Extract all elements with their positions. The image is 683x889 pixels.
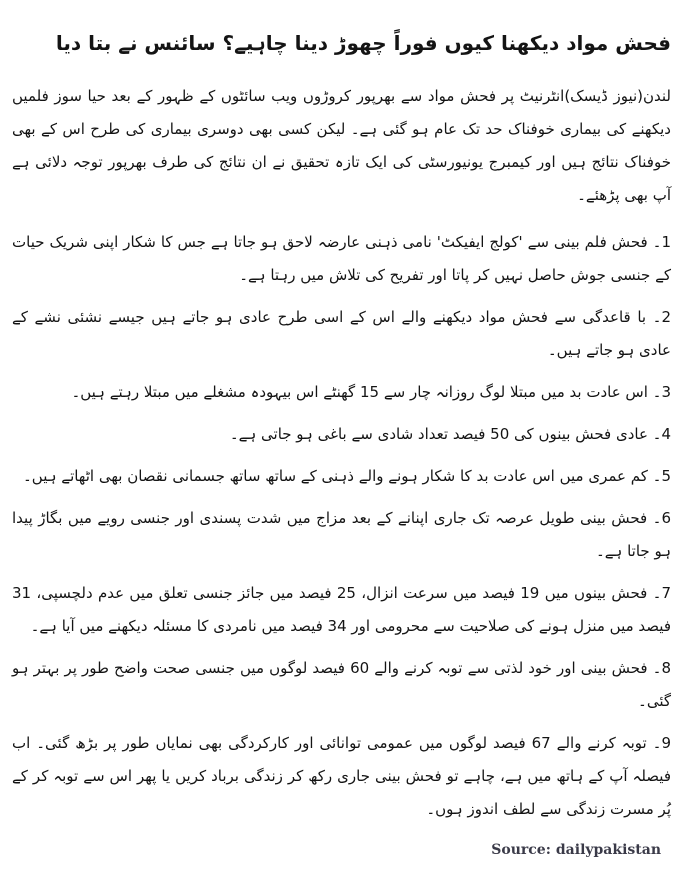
source-value: dailypakistan xyxy=(555,842,661,858)
source-attribution xyxy=(12,842,671,858)
list-item-1: 1۔ فحش فلم بینی سے 'کولج ایفیکٹ' نامی ذہنی عارضہ لاحق ہو جاتا ہے جس کا شکار اپنی شریک حیات کے جنسی جوش حاصل نہیں کر پاتا اور تفریح کی تلاش میں رہتا ہے۔ xyxy=(12,233,671,284)
list-item-6: 6۔ فحش بینی طویل عرصہ تک جاری اپنانے کے بعد مزاج میں شدت پسندی اور جنسی رویے میں بگاڑ پیدا ہو جاتا ہے۔ xyxy=(12,509,671,560)
list-item-9: 9۔ توبہ کرنے والے 67 فیصد لوگوں میں عمومی توانائی اور کارکردگی بھی نمایاں طور پر بڑھ گئی۔ اب فیصلہ آپ کے ہاتھ میں ہے، چاہے تو فحش بینی جاری رکھ کر زندگی برباد کریں یا پھر اس سے توبہ کر کے پُر مسرت زندگی سے لطف اندوز ہوں۔ xyxy=(12,734,671,818)
source-label: Source: xyxy=(491,842,551,858)
intro-paragraph: لندن(نیوز ڈیسک)انٹرنیٹ پر فحش مواد سے بھرپور کروڑوں ویب سائٹوں کے ظہور کے بعد حیا سوز فلمیں دیکھنے کی بیماری خوفناک حد تک عام ہو گئی ہے۔ لیکن کسی بھی دوسری بیماری کی طرح اس کے بھی خوفناک نتائج ہیں اور کیمبرج یونیورسٹی کی ایک تازہ تحقیق نے ان نتائج کی طرف بھرپور توجہ دلائی ہے آپ بھی پڑھئے۔ xyxy=(12,87,671,204)
list-item-7: 7۔ فحش بینوں میں 19 فیصد میں سرعت انزال، 25 فیصد میں جائز جنسی تعلق میں عدم دلچسپی، 31 فیصد میں منزل ہونے کی صلاحیت سے محرومی اور 34 فیصد میں نامردی کا مسئلہ دیکھنے میں آیا ہے۔ xyxy=(12,584,672,635)
list-item-3: 3۔ اس عادت بد میں مبتلا لوگ روزانہ چار سے 15 گھنٹے اس بیہودہ مشغلے میں مبتلا رہتے ہیں۔ xyxy=(71,383,671,401)
article-title: فحش مواد دیکھنا کیوں فوراً چھوڑ دینا چاہیے؟ سائنس نے بتا دیا xyxy=(55,31,671,55)
list-item-4: 4۔ عادی فحش بینوں کی 50 فیصد تعداد شادی سے باغی ہو جاتی ہے۔ xyxy=(229,425,671,443)
list-item-8: 8۔ فحش بینی اور خود لذتی سے توبہ کرنے والے 60 فیصد لوگوں میں جنسی صحت واضح طور پر بہتر ہو گئی۔ xyxy=(12,659,671,710)
list-item-5: 5۔ کم عمری میں اس عادت بد کا شکار ہونے والے ذہنی کے ساتھ ساتھ جسمانی نقصان بھی اٹھاتے ہیں۔ xyxy=(22,467,671,485)
list-item-2: 2۔ با قاعدگی سے فحش مواد دیکھنے والے اس کے اسی طرح عادی ہو جاتے ہیں جیسے نشئی نشے کے عادی ہو جاتے ہیں۔ xyxy=(12,308,671,359)
